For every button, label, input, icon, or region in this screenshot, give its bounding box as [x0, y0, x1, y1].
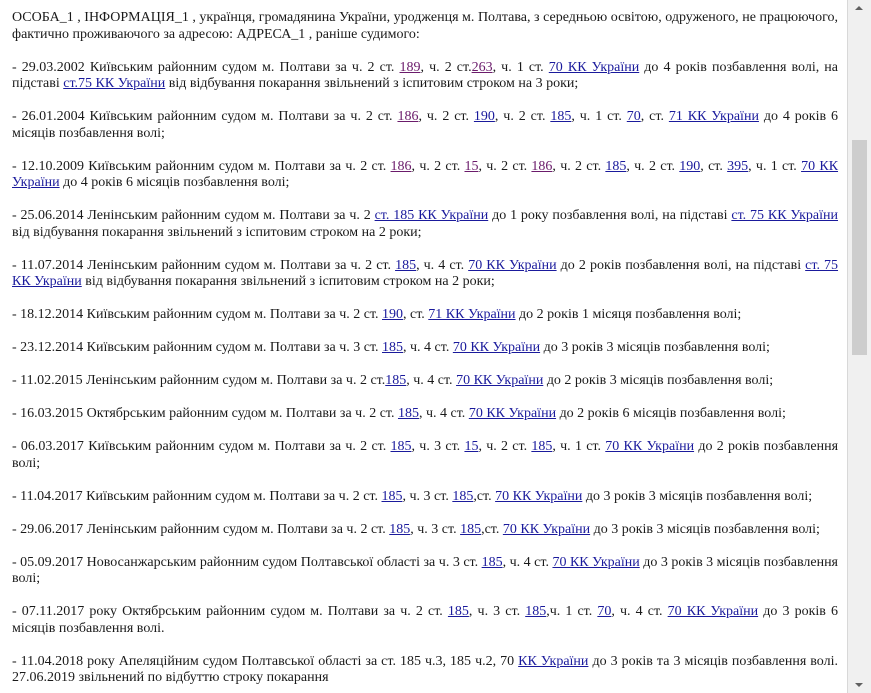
law-reference-link[interactable]: 185	[481, 554, 503, 570]
law-reference-link[interactable]: 15	[464, 439, 479, 454]
entry-text: - 26.01.2004 Київським районним судом м. Полтави за ч. 2 ст.	[12, 109, 398, 124]
law-reference-link[interactable]: 70 КК України	[452, 340, 541, 355]
law-reference-link[interactable]: 15	[464, 158, 479, 174]
entry-text: , ч. 2 ст.	[494, 109, 551, 124]
entry-text: - 23.12.2014 Київським районним судом м. Полтави за ч. 3 ст.	[12, 340, 383, 355]
conviction-entry	[12, 340, 838, 357]
entry-text: від відбування покарання звільнений з іспитовим строком на 3 роки;	[165, 76, 579, 91]
law-reference-link[interactable]: 70 КК України	[502, 521, 591, 537]
entry-text: , ч. 1 ст.	[748, 158, 802, 174]
conviction-entry	[12, 604, 838, 637]
law-reference-link[interactable]: 186	[397, 109, 419, 124]
conviction-entry	[12, 307, 838, 324]
entry-text: до 2 років позбавлення волі;	[12, 439, 839, 471]
law-reference-link[interactable]: 70 КК України	[548, 59, 640, 75]
arrow-up-icon	[855, 6, 863, 10]
entry-text: , ч. 2 ст.	[552, 158, 606, 174]
arrow-down-icon	[855, 683, 863, 687]
entry-text: до 2 років 1 місяця позбавлення волі;	[515, 307, 742, 322]
entry-text: , ст.	[403, 307, 429, 322]
law-reference-link[interactable]: ст. 75 КК України	[12, 257, 839, 289]
law-reference-link[interactable]: 185	[460, 521, 482, 537]
law-reference-link[interactable]: 185	[550, 109, 572, 124]
entry-text: , ч. 3 ст.	[410, 521, 461, 537]
law-reference-link[interactable]: 185	[382, 340, 404, 355]
entry-text: - 18.12.2014 Київським районним судом м. Полтави за ч. 2 ст.	[12, 307, 383, 322]
entry-text: , ч. 4 ст.	[403, 340, 453, 355]
conviction-entry	[12, 258, 838, 291]
law-reference-link[interactable]: 190	[679, 158, 701, 174]
conviction-entry	[12, 109, 838, 142]
entry-text: до 4 років позбавлення волі, на підставі	[12, 59, 839, 91]
law-reference-link[interactable]: ст. 75 КК України	[731, 208, 839, 223]
law-reference-link[interactable]: 263	[471, 59, 493, 75]
entry-text: , ч. 2 ст.	[626, 158, 680, 174]
entry-text: - 29.06.2017 Ленінським районним судом м. Полтави за ч. 2 ст.	[12, 521, 390, 537]
law-reference-link[interactable]: 189	[399, 59, 421, 75]
law-reference-link[interactable]: 185	[531, 439, 553, 454]
law-reference-link[interactable]: 70 КК України	[468, 406, 557, 421]
intro-paragraph: ОСОБА_1 , ІНФОРМАЦІЯ_1 , українця, громадянина України, уродженця м. Полтава, з середньою освітою, одруженого, не працюючого, фактично проживаючого за адресою: АДРЕСА_1 , раніше судимого:	[12, 10, 838, 42]
entry-text: до 3 років 6 місяців позбавлення волі.	[12, 604, 839, 636]
law-reference-link[interactable]: КК України	[518, 653, 589, 669]
entry-text: , ч. 2 ст.	[418, 109, 474, 124]
law-reference-link[interactable]: 71 КК України	[428, 307, 516, 322]
scroll-up-button[interactable]	[848, 0, 871, 16]
law-reference-link[interactable]: 395	[727, 158, 749, 174]
entry-text: - 11.07.2014 Ленінським районним судом м. Полтави за ч. 2 ст.	[12, 257, 396, 273]
conviction-entry	[12, 60, 838, 93]
entry-text: до 2 років позбавлення волі, на підставі	[556, 257, 806, 273]
entry-text: , ч. 3 ст.	[468, 604, 526, 619]
law-reference-link[interactable]: 185	[397, 406, 419, 421]
law-reference-link[interactable]: 70 КК України	[456, 373, 544, 388]
entry-text: - 06.03.2017 Київським районним судом м. Полтави за ч. 2 ст.	[12, 439, 391, 454]
entry-text: ,ст.	[473, 488, 496, 504]
entry-text: від відбування покарання звільнений з іспитовим строком на 2 роки;	[12, 224, 422, 240]
entry-text: - 11.02.2015 Ленінським районним судом м. Полтави за ч. 2 ст.	[12, 373, 386, 388]
entry-text: - 29.03.2002 Київським районним судом м. Полтави за ч. 2 ст.	[12, 59, 400, 75]
law-reference-link[interactable]: 185	[389, 521, 411, 537]
entry-text: , ч. 1 ст.	[571, 109, 627, 124]
law-reference-link[interactable]: 185	[381, 488, 403, 504]
conviction-entry	[12, 654, 838, 687]
law-reference-link[interactable]: 185	[395, 257, 417, 273]
conviction-entry	[12, 373, 838, 390]
law-reference-link[interactable]: 186	[390, 158, 412, 174]
law-reference-link[interactable]: 185	[390, 439, 412, 454]
entry-text: , ч. 2 ст.	[420, 59, 472, 75]
entry-text: ,ст.	[481, 521, 503, 537]
entry-text: , ст.	[700, 158, 728, 174]
entry-text: - 12.10.2009 Київським районним судом м. Полтави за ч. 2 ст.	[12, 158, 391, 174]
scroll-down-button[interactable]	[848, 677, 871, 693]
entry-text: до 4 років 6 місяців позбавлення волі;	[59, 175, 290, 190]
entry-text: , ч. 4 ст.	[416, 257, 469, 273]
law-reference-link[interactable]: ст. 185 КК України	[374, 208, 489, 223]
law-reference-link[interactable]: 190	[473, 109, 495, 124]
law-reference-link[interactable]: 70 КК України	[605, 439, 695, 454]
conviction-entry	[12, 522, 838, 539]
entry-text: , ч. 3 ст.	[411, 439, 465, 454]
law-reference-link[interactable]: 70 КК України	[667, 604, 759, 619]
entry-text: до 3 років 3 місяців позбавлення волі;	[540, 340, 770, 355]
law-reference-link[interactable]: 185	[452, 488, 474, 504]
entry-text: - 16.03.2015 Октябрським районним судом м. Полтави за ч. 2 ст.	[12, 406, 398, 421]
law-reference-link[interactable]: 185	[385, 373, 407, 388]
law-reference-link[interactable]: 71 КК України	[668, 109, 759, 124]
entry-text: - 07.11.2017 року Октябрським районним судом м. Полтави за ч. 2 ст.	[12, 604, 448, 619]
entry-text: , ст.	[640, 109, 669, 124]
entry-text: , ч. 4 ст.	[418, 406, 469, 421]
conviction-entry	[12, 439, 838, 472]
law-reference-link[interactable]: 70 КК України	[12, 158, 839, 190]
entry-text: до 4 років 6 місяців позбавлення волі;	[12, 109, 838, 141]
entry-text: - 11.04.2018 року Апеляційним судом Полтавської області за ст. 185 ч.3, 185 ч.2, 70	[12, 653, 519, 669]
law-reference-link[interactable]: 70 КК України	[552, 554, 640, 570]
entry-text: до 3 років 3 місяців позбавлення волі;	[582, 488, 813, 504]
law-reference-link[interactable]: 186	[531, 158, 553, 174]
entry-text: до 3 років 3 місяців позбавлення волі;	[590, 521, 820, 537]
law-reference-link[interactable]: 185	[447, 604, 469, 619]
vertical-scrollbar[interactable]	[848, 0, 871, 693]
entry-text: до 3 років 3 місяців позбавлення волі;	[12, 554, 838, 586]
conviction-entry	[12, 489, 838, 506]
law-reference-link[interactable]: 70 КК України	[468, 257, 557, 273]
entry-text: , ч. 1 ст.	[492, 59, 549, 75]
scroll-thumb[interactable]	[852, 140, 867, 355]
law-reference-link[interactable]: 185	[605, 158, 627, 174]
conviction-entry	[12, 555, 838, 588]
law-reference-link[interactable]: 185	[525, 604, 547, 619]
entry-text: - 25.06.2014 Ленінським районним судом м. Полтави за ч. 2	[12, 208, 375, 223]
entry-text: , ч. 2 ст.	[411, 158, 465, 174]
entry-text: до 2 років 6 місяців позбавлення волі;	[556, 406, 786, 421]
entry-text: ,ч. 1 ст.	[546, 604, 598, 619]
entry-text: , ч. 3 ст.	[402, 488, 453, 504]
law-reference-link[interactable]: 70 КК України	[495, 488, 583, 504]
conviction-entry	[12, 406, 838, 423]
law-reference-link[interactable]: 70	[626, 109, 641, 124]
entry-text: - 05.09.2017 Новосанжарським районним судом Полтавської області за ч. 3 ст.	[12, 554, 482, 570]
entry-text: , ч. 2 ст.	[478, 439, 532, 454]
entry-text: до 3 років та 3 місяців позбавлення волі. 27.06.2019 звільнений по відбуттю строку покарання	[12, 653, 839, 685]
law-reference-link[interactable]: 190	[382, 307, 404, 322]
conviction-entry	[12, 159, 838, 192]
entry-text: , ч. 1 ст.	[552, 439, 606, 454]
entry-text: - 11.04.2017 Київським районним судом м. Полтави за ч. 2 ст.	[12, 488, 382, 504]
entry-text: до 2 років 3 місяців позбавлення волі;	[543, 373, 774, 388]
entry-text: , ч. 4 ст.	[406, 373, 457, 388]
conviction-entry	[12, 208, 838, 241]
entry-text: до 1 року позбавлення волі, на підставі	[488, 208, 732, 223]
entry-text: , ч. 4 ст.	[502, 554, 553, 570]
entry-text: , ч. 4 ст.	[611, 604, 668, 619]
law-reference-link[interactable]: ст.75 КК України	[63, 76, 166, 91]
law-reference-link[interactable]: 70	[597, 604, 612, 619]
entry-text: від відбування покарання звільнений з іспитовим строком на 2 роки;	[81, 274, 495, 289]
entry-text: , ч. 2 ст.	[478, 158, 532, 174]
